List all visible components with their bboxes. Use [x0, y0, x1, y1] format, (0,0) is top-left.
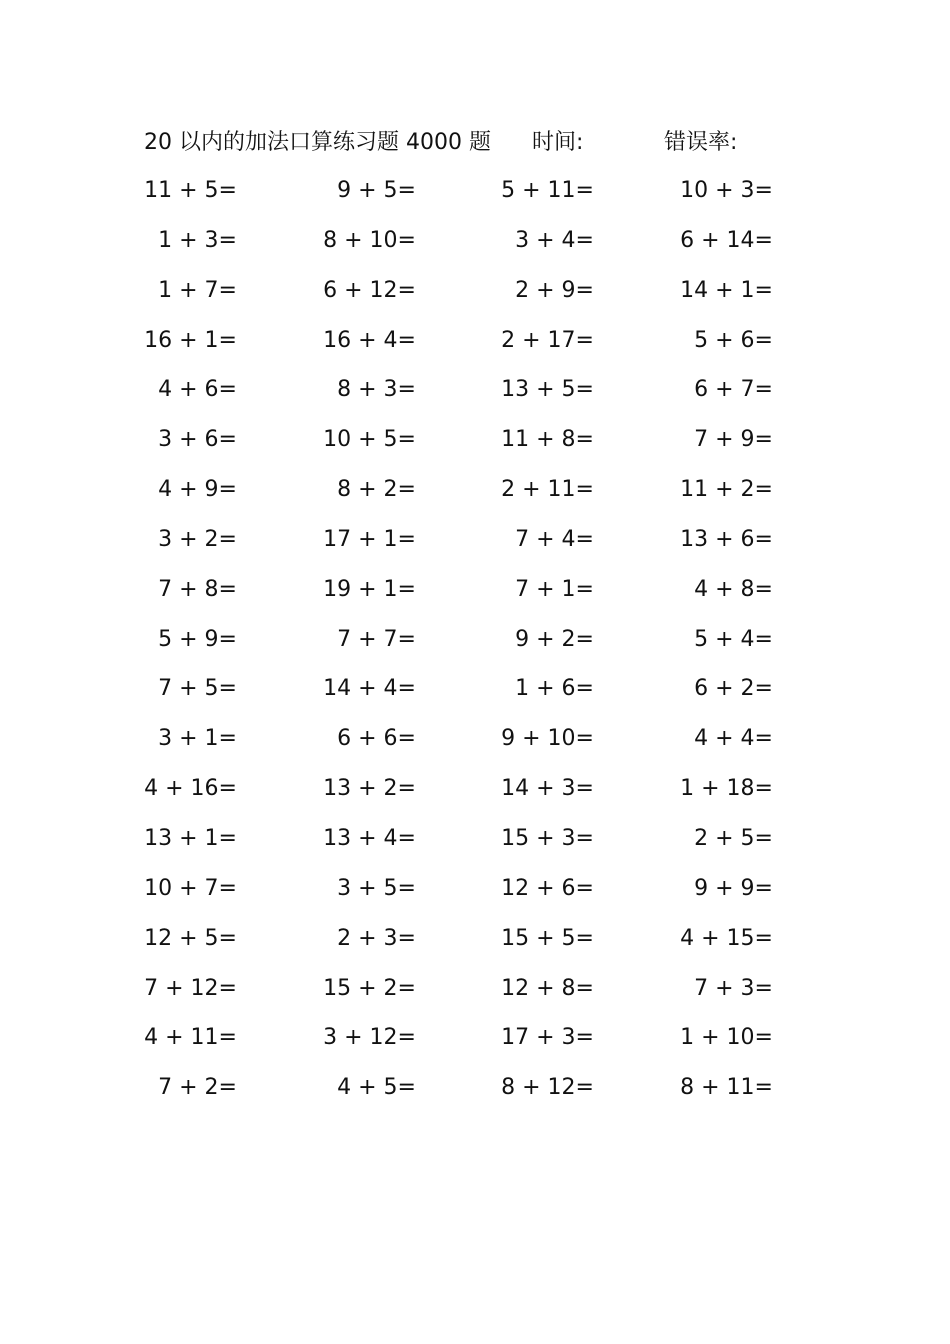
addition-problem: 6 + 12=	[323, 277, 416, 303]
error-rate-label: 错误率:	[664, 130, 738, 155]
addition-problem: 7 + 1=	[515, 576, 594, 602]
problem-row	[0, 274, 950, 324]
addition-problem: 7 + 8=	[158, 576, 237, 602]
addition-problem: 8 + 10=	[323, 227, 416, 253]
problem-row	[0, 573, 950, 623]
addition-problem: 17 + 3=	[501, 1025, 594, 1051]
addition-problem: 10 + 7=	[144, 875, 237, 901]
addition-problem: 1 + 3=	[158, 227, 237, 253]
problem-row	[0, 972, 950, 1022]
addition-problem: 4 + 5=	[337, 1075, 416, 1101]
addition-problem: 6 + 7=	[694, 377, 773, 403]
addition-problem: 9 + 5=	[337, 178, 416, 203]
addition-problem: 16 + 1=	[144, 327, 237, 353]
addition-problem: 2 + 3=	[337, 925, 416, 951]
addition-problem: 2 + 9=	[515, 277, 594, 303]
addition-problem: 13 + 5=	[501, 377, 594, 403]
addition-problem: 12 + 6=	[501, 875, 594, 901]
addition-problem: 4 + 9=	[158, 477, 237, 503]
addition-problem: 6 + 14=	[680, 227, 773, 253]
addition-problem: 4 + 11=	[144, 1025, 237, 1051]
problem-row	[0, 772, 950, 822]
addition-problem: 15 + 2=	[323, 975, 416, 1001]
addition-problem: 5 + 11=	[501, 178, 594, 203]
addition-problem: 14 + 4=	[323, 676, 416, 702]
addition-problem: 11 + 8=	[501, 427, 594, 453]
addition-problem: 8 + 12=	[501, 1075, 594, 1101]
addition-problem: 13 + 6=	[680, 526, 773, 552]
problem-row	[0, 423, 950, 473]
addition-problem: 2 + 17=	[501, 327, 594, 353]
addition-problem: 3 + 5=	[337, 875, 416, 901]
addition-problem: 9 + 9=	[694, 875, 773, 901]
time-label: 时间:	[532, 130, 584, 155]
problem-row	[0, 623, 950, 673]
addition-problem: 13 + 2=	[323, 776, 416, 802]
addition-problem: 15 + 5=	[501, 925, 594, 951]
problem-row	[0, 1071, 950, 1121]
addition-problem: 3 + 2=	[158, 526, 237, 552]
addition-problem: 9 + 2=	[515, 626, 594, 652]
addition-problem: 6 + 6=	[337, 726, 416, 752]
addition-problem: 3 + 6=	[158, 427, 237, 453]
addition-problem: 3 + 12=	[323, 1025, 416, 1051]
worksheet-header	[144, 126, 844, 160]
addition-problem: 4 + 4=	[694, 726, 773, 752]
addition-problem: 12 + 5=	[144, 925, 237, 951]
addition-problem: 3 + 1=	[158, 726, 237, 752]
addition-problem: 4 + 8=	[694, 576, 773, 602]
addition-problem: 7 + 4=	[515, 526, 594, 552]
addition-problem: 1 + 7=	[158, 277, 237, 303]
addition-problem: 3 + 4=	[515, 227, 594, 253]
addition-problem: 7 + 12=	[144, 975, 237, 1001]
problem-row	[0, 373, 950, 423]
addition-problem: 13 + 1=	[144, 825, 237, 851]
addition-problem: 8 + 11=	[680, 1075, 773, 1101]
worksheet-title: 20 以内的加法口算练习题 4000 题	[144, 130, 491, 155]
addition-problem: 14 + 1=	[680, 277, 773, 303]
problem-row	[0, 324, 950, 374]
addition-problem: 1 + 10=	[680, 1025, 773, 1051]
addition-problem: 4 + 6=	[158, 377, 237, 403]
problem-row	[0, 1021, 950, 1071]
addition-problem: 16 + 4=	[323, 327, 416, 353]
addition-problem: 7 + 7=	[337, 626, 416, 652]
addition-problem: 1 + 18=	[680, 776, 773, 802]
addition-problem: 5 + 6=	[694, 327, 773, 353]
addition-problem: 15 + 3=	[501, 825, 594, 851]
addition-problem: 1 + 6=	[515, 676, 594, 702]
addition-problem: 12 + 8=	[501, 975, 594, 1001]
addition-problem: 10 + 3=	[680, 178, 773, 203]
addition-problem: 8 + 3=	[337, 377, 416, 403]
problem-row	[0, 922, 950, 972]
addition-problem: 7 + 3=	[694, 975, 773, 1001]
problem-row	[0, 174, 950, 224]
addition-problem: 14 + 3=	[501, 776, 594, 802]
addition-problem: 17 + 1=	[323, 526, 416, 552]
addition-problem: 11 + 2=	[680, 477, 773, 503]
problem-row	[0, 722, 950, 772]
addition-problem: 10 + 5=	[323, 427, 416, 453]
addition-problem: 6 + 2=	[694, 676, 773, 702]
problem-row	[0, 473, 950, 523]
addition-problem: 19 + 1=	[323, 576, 416, 602]
problem-row	[0, 224, 950, 274]
addition-problem: 13 + 4=	[323, 825, 416, 851]
addition-problem: 7 + 5=	[158, 676, 237, 702]
addition-problem: 4 + 16=	[144, 776, 237, 802]
problem-row	[0, 523, 950, 573]
addition-problem: 2 + 11=	[501, 477, 594, 503]
addition-problem: 9 + 10=	[501, 726, 594, 752]
addition-problem: 11 + 5=	[144, 178, 237, 203]
problem-row	[0, 672, 950, 722]
problem-row	[0, 822, 950, 872]
addition-problem: 2 + 5=	[694, 825, 773, 851]
addition-problem: 4 + 15=	[680, 925, 773, 951]
addition-problem: 7 + 9=	[694, 427, 773, 453]
addition-problem: 5 + 4=	[694, 626, 773, 652]
addition-problem: 7 + 2=	[158, 1075, 237, 1101]
problem-grid	[0, 174, 950, 1121]
problem-row	[0, 872, 950, 922]
addition-problem: 8 + 2=	[337, 477, 416, 503]
addition-problem: 5 + 9=	[158, 626, 237, 652]
